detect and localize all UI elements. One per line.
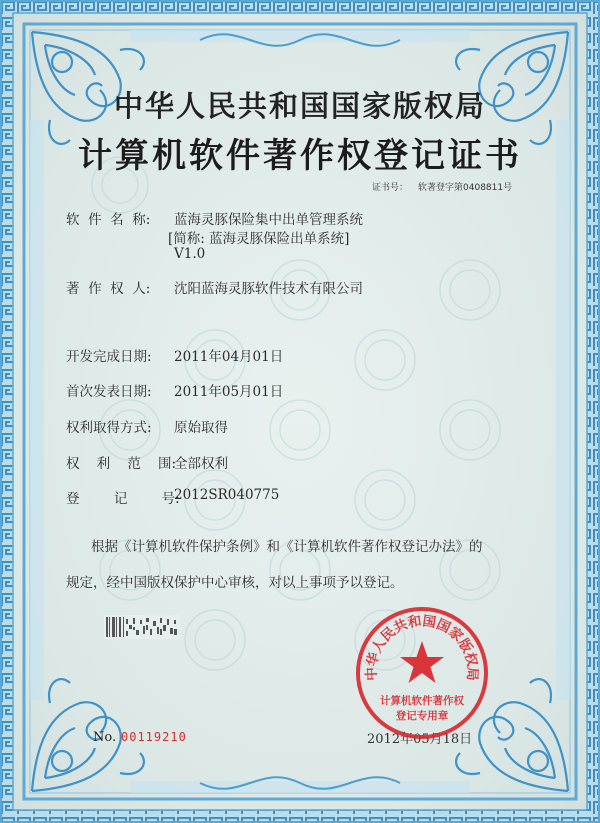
barcode [104, 615, 180, 639]
certificate-number-value: 软著登字第0408811号 [418, 183, 513, 193]
completion-date-value: 2011年04月01日 [174, 349, 284, 365]
seal-arc-text: 中华人民共和国国家版权局 [363, 613, 481, 682]
statement-line-1: 根据《计算机软件保护条例》和《计算机软件著作权登记办法》的 [91, 539, 483, 555]
certificate-number-label: 证书号： [372, 183, 409, 193]
publish-date-label: 首次发表日期: [66, 384, 152, 400]
official-seal [352, 603, 492, 743]
seal-line-1: 计算机软件著作权 [380, 695, 464, 707]
copyright-owner-label: 著 作 权 人: [66, 281, 151, 297]
acquisition-value: 原始取得 [174, 420, 228, 436]
acquisition-label: 权利取得方式: [66, 420, 152, 436]
certificate-title: 计算机软件著作权登记证书 [78, 136, 522, 176]
registration-value: 2012SR040775 [174, 487, 280, 503]
scope-value: 全部权利 [174, 456, 228, 472]
issuer-title: 中华人民共和国国家版权局 [113, 89, 486, 123]
software-name-line-1: 蓝海灵豚保险集中出单管理系统 [174, 212, 363, 228]
registration-label: 登 记 号: [66, 491, 180, 507]
software-name-line-2: [简称: 蓝海灵豚保险出单系统] [168, 231, 350, 247]
seal-line-2: 登记专用章 [395, 710, 449, 722]
software-name-label: 软 件 名 称: [66, 212, 151, 228]
copyright-owner-value: 沈阳蓝海灵豚软件技术有限公司 [174, 281, 363, 297]
completion-date-label: 开发完成日期: [66, 349, 152, 365]
issue-date: 2012年05月18日 [367, 732, 473, 747]
serial-label: No. [93, 730, 117, 745]
serial-number: 00119210 [121, 730, 187, 744]
scope-label: 权 利 范 围: [66, 456, 177, 472]
publish-date-value: 2011年05月01日 [174, 384, 284, 400]
statement-line-2: 规定，经中国版权保护中心审核，对以上事项予以登记。 [66, 575, 404, 591]
software-name-line-3: V1.0 [174, 246, 206, 262]
certificate-number [372, 180, 522, 193]
